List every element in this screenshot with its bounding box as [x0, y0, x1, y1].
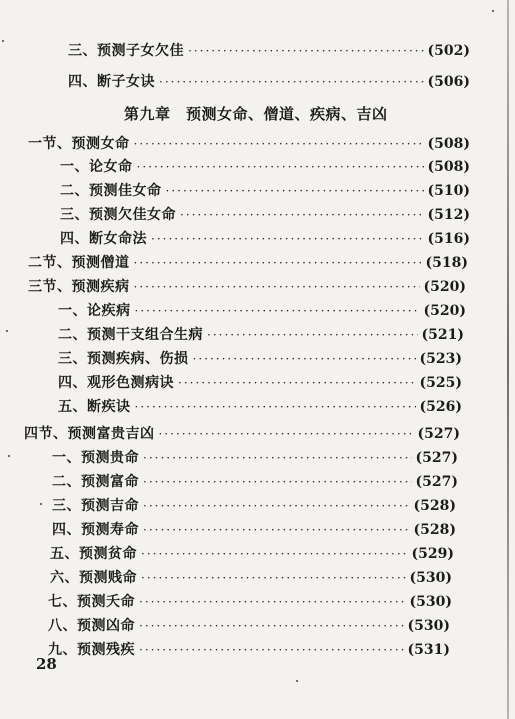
- toc-leader-dots: [180, 206, 424, 224]
- toc-entry: [68, 42, 470, 60]
- toc-leader-dots: [159, 73, 424, 91]
- toc-entry: [48, 641, 450, 659]
- toc-leader-dots: [134, 278, 420, 296]
- toc-leader-dots: [188, 42, 424, 60]
- toc-entry-page: (529): [411, 546, 454, 562]
- toc-entry-page: (527): [415, 474, 458, 490]
- toc-leader-dots: [141, 545, 408, 563]
- toc-entry-page: (525): [419, 375, 462, 391]
- toc-entry-label: 一、论疾病: [58, 303, 131, 319]
- toc-entry-page: (518): [425, 255, 468, 271]
- toc-entry-page: (521): [421, 327, 464, 343]
- toc-entry-label: 三、预测疾病、伤损: [58, 351, 189, 367]
- toc-leader-dots: [151, 230, 424, 248]
- toc-entry-page: (508): [427, 159, 470, 175]
- toc-entry-label: 二、预测干支组合生病: [58, 327, 203, 343]
- toc-leader-dots: [143, 521, 410, 539]
- toc-entry-label: 四、预测寿命: [52, 522, 139, 538]
- toc-entry-page: (527): [417, 426, 460, 442]
- toc-entry-label: 四、断子女诀: [68, 74, 155, 90]
- toc-entry-label: 三、预测欠佳女命: [60, 207, 176, 223]
- toc-entry-page: (516): [427, 231, 470, 247]
- toc-entry: [52, 521, 456, 539]
- toc-leader-dots: [137, 158, 424, 176]
- scan-edge-shadow: [507, 0, 509, 719]
- toc-entry-label: 一、预测贵命: [52, 450, 139, 466]
- toc-entry-label: 三、预测吉命: [52, 498, 139, 514]
- toc-entry: [58, 374, 462, 392]
- chapter-heading: 第九章 预测女命、僧道、疾病、吉凶: [124, 105, 388, 123]
- scan-speck: [296, 680, 298, 682]
- toc-entry: [50, 545, 454, 563]
- toc-entry-page: (527): [415, 450, 458, 466]
- scan-speck: [40, 503, 42, 505]
- toc-leader-dots: [139, 617, 404, 635]
- toc-entry-label: 一、论女命: [60, 159, 133, 175]
- toc-entry-label: 四、断女命法: [60, 231, 147, 247]
- toc-leader-dots: [139, 593, 406, 611]
- toc-entry: [58, 326, 464, 344]
- toc-entry-page: (526): [419, 399, 462, 415]
- toc-leader-dots: [143, 449, 412, 467]
- toc-entry-page: (512): [427, 207, 470, 223]
- toc-section: [24, 425, 460, 443]
- toc-entry-page: (531): [407, 642, 450, 658]
- toc-entry: [58, 302, 466, 320]
- toc-leader-dots: [159, 425, 414, 443]
- toc-leader-dots: [207, 326, 418, 344]
- toc-entry: [48, 593, 452, 611]
- toc-entry-label: 二、预测佳女命: [60, 183, 162, 199]
- scan-speck: [6, 330, 8, 332]
- toc-entry-label: 二、预测富命: [52, 474, 139, 490]
- toc-entry-page: (523): [419, 351, 462, 367]
- scan-speck: [492, 10, 494, 12]
- toc-entry: [68, 73, 470, 91]
- toc-entry-label: 五、预测贫命: [50, 546, 137, 562]
- toc-leader-dots: [141, 569, 406, 587]
- toc-entry-page: (528): [413, 522, 456, 538]
- toc-entry: [52, 449, 458, 467]
- toc-section: [28, 278, 466, 296]
- toc-entry-label: 一节、预测女命: [28, 136, 130, 152]
- toc-entry: [60, 206, 470, 224]
- toc-entry-label: 二节、预测僧道: [28, 255, 130, 271]
- toc-entry: [60, 182, 470, 200]
- toc-entry-page: (530): [407, 618, 450, 634]
- toc-leader-dots: [193, 350, 416, 368]
- toc-entry-page: (528): [413, 498, 456, 514]
- toc-entry-label: 八、预测凶命: [48, 618, 135, 634]
- toc-leader-dots: [134, 254, 422, 272]
- toc-entry-label: 九、预测残疾: [48, 642, 135, 658]
- toc-entry-label: 四、观形色测病诀: [58, 375, 174, 391]
- toc-entry-page: (502): [427, 43, 470, 59]
- toc-entry: [52, 497, 456, 515]
- toc-leader-dots: [139, 641, 404, 659]
- toc-section: [28, 135, 470, 153]
- toc-entry-label: 五、断疾诀: [58, 399, 131, 415]
- toc-entry-page: (530): [409, 594, 452, 610]
- toc-leader-dots: [135, 302, 420, 320]
- scan-speck: [2, 40, 4, 42]
- toc-entry: [58, 398, 462, 416]
- toc-leader-dots: [134, 135, 424, 153]
- toc-leader-dots: [178, 374, 416, 392]
- toc-entry-label: 六、预测贱命: [50, 570, 137, 586]
- toc-entry-label: 四节、预测富贵吉凶: [24, 426, 155, 442]
- toc-entry-page: (506): [427, 74, 470, 90]
- scan-speck: [8, 455, 10, 457]
- toc-entry-page: (508): [427, 136, 470, 152]
- toc-leader-dots: [143, 473, 412, 491]
- page-number: 28: [36, 655, 57, 673]
- toc-entry: [52, 473, 458, 491]
- toc-entry-page: (520): [423, 303, 466, 319]
- toc-entry: [58, 350, 462, 368]
- toc-entry-label: 七、预测夭命: [48, 594, 135, 610]
- toc-entry-label: 三、预测子女欠佳: [68, 43, 184, 59]
- toc-entry-page: (510): [427, 183, 470, 199]
- toc-entry: [60, 158, 470, 176]
- toc-entry-page: (530): [409, 570, 452, 586]
- toc-leader-dots: [135, 398, 416, 416]
- toc-entry-page: (520): [423, 279, 466, 295]
- toc-section: [28, 254, 468, 272]
- toc-entry-label: 三节、预测疾病: [28, 279, 130, 295]
- toc-entry: [50, 569, 452, 587]
- toc-leader-dots: [143, 497, 410, 515]
- toc-entry: [60, 230, 470, 248]
- toc-entry: [48, 617, 450, 635]
- toc-leader-dots: [166, 182, 424, 200]
